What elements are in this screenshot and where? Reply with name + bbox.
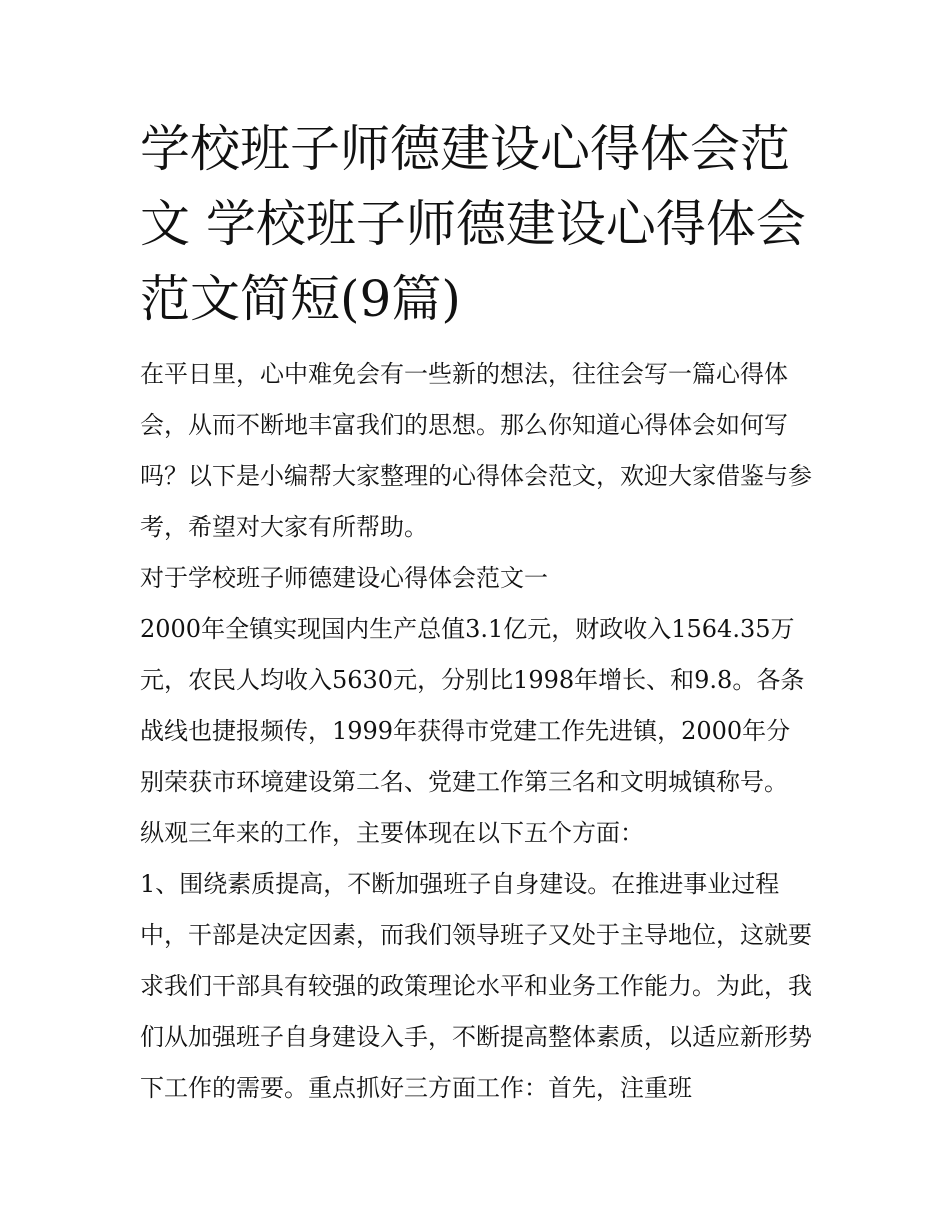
point-one-paragraph: 1、围绕素质提高，不断加强班子自身建设。在推进事业过程中，干部是决定因素，而我们领导班子又处于主导地位，这就要求我们干部具有较强的政策理论水平和业务工作能力。为此，我们从加强班子自身建设入手，不断提高整体素质，以适应新形势下工作的需要。重点抓好三方面工作：首先，注重班: [140, 870, 812, 1102]
document-page: [140, 112, 812, 1114]
document-title: 学校班子师德建设心得体会范文 学校班子师德建设心得体会范文简短(9篇): [140, 120, 806, 328]
intro-paragraph: 在平日里，心中难免会有一些新的想法，往往会写一篇心得体会，从而不断地丰富我们的思想。那么你知道心得体会如何写吗？以下是小编帮大家整理的心得体会范文，欢迎大家借鉴与参考，希望对大家有所帮助。: [140, 360, 812, 541]
overview-paragraph: 纵观三年来的工作，主要体现在以下五个方面：: [140, 819, 644, 847]
section-heading: 对于学校班子师德建设心得体会范文一: [140, 564, 548, 592]
document-body: [140, 349, 812, 1114]
statistics-paragraph: 2000年全镇实现国内生产总值3.1亿元，财政收入1564.35万元，农民人均收入5630元，分别比1998年增长、和9.8。各条战线也捷报频传，1999年获得市党建工作先进镇，2000年分别荣获市环境建设第二名、党建工作第三名和文明城镇称号。: [140, 615, 805, 796]
